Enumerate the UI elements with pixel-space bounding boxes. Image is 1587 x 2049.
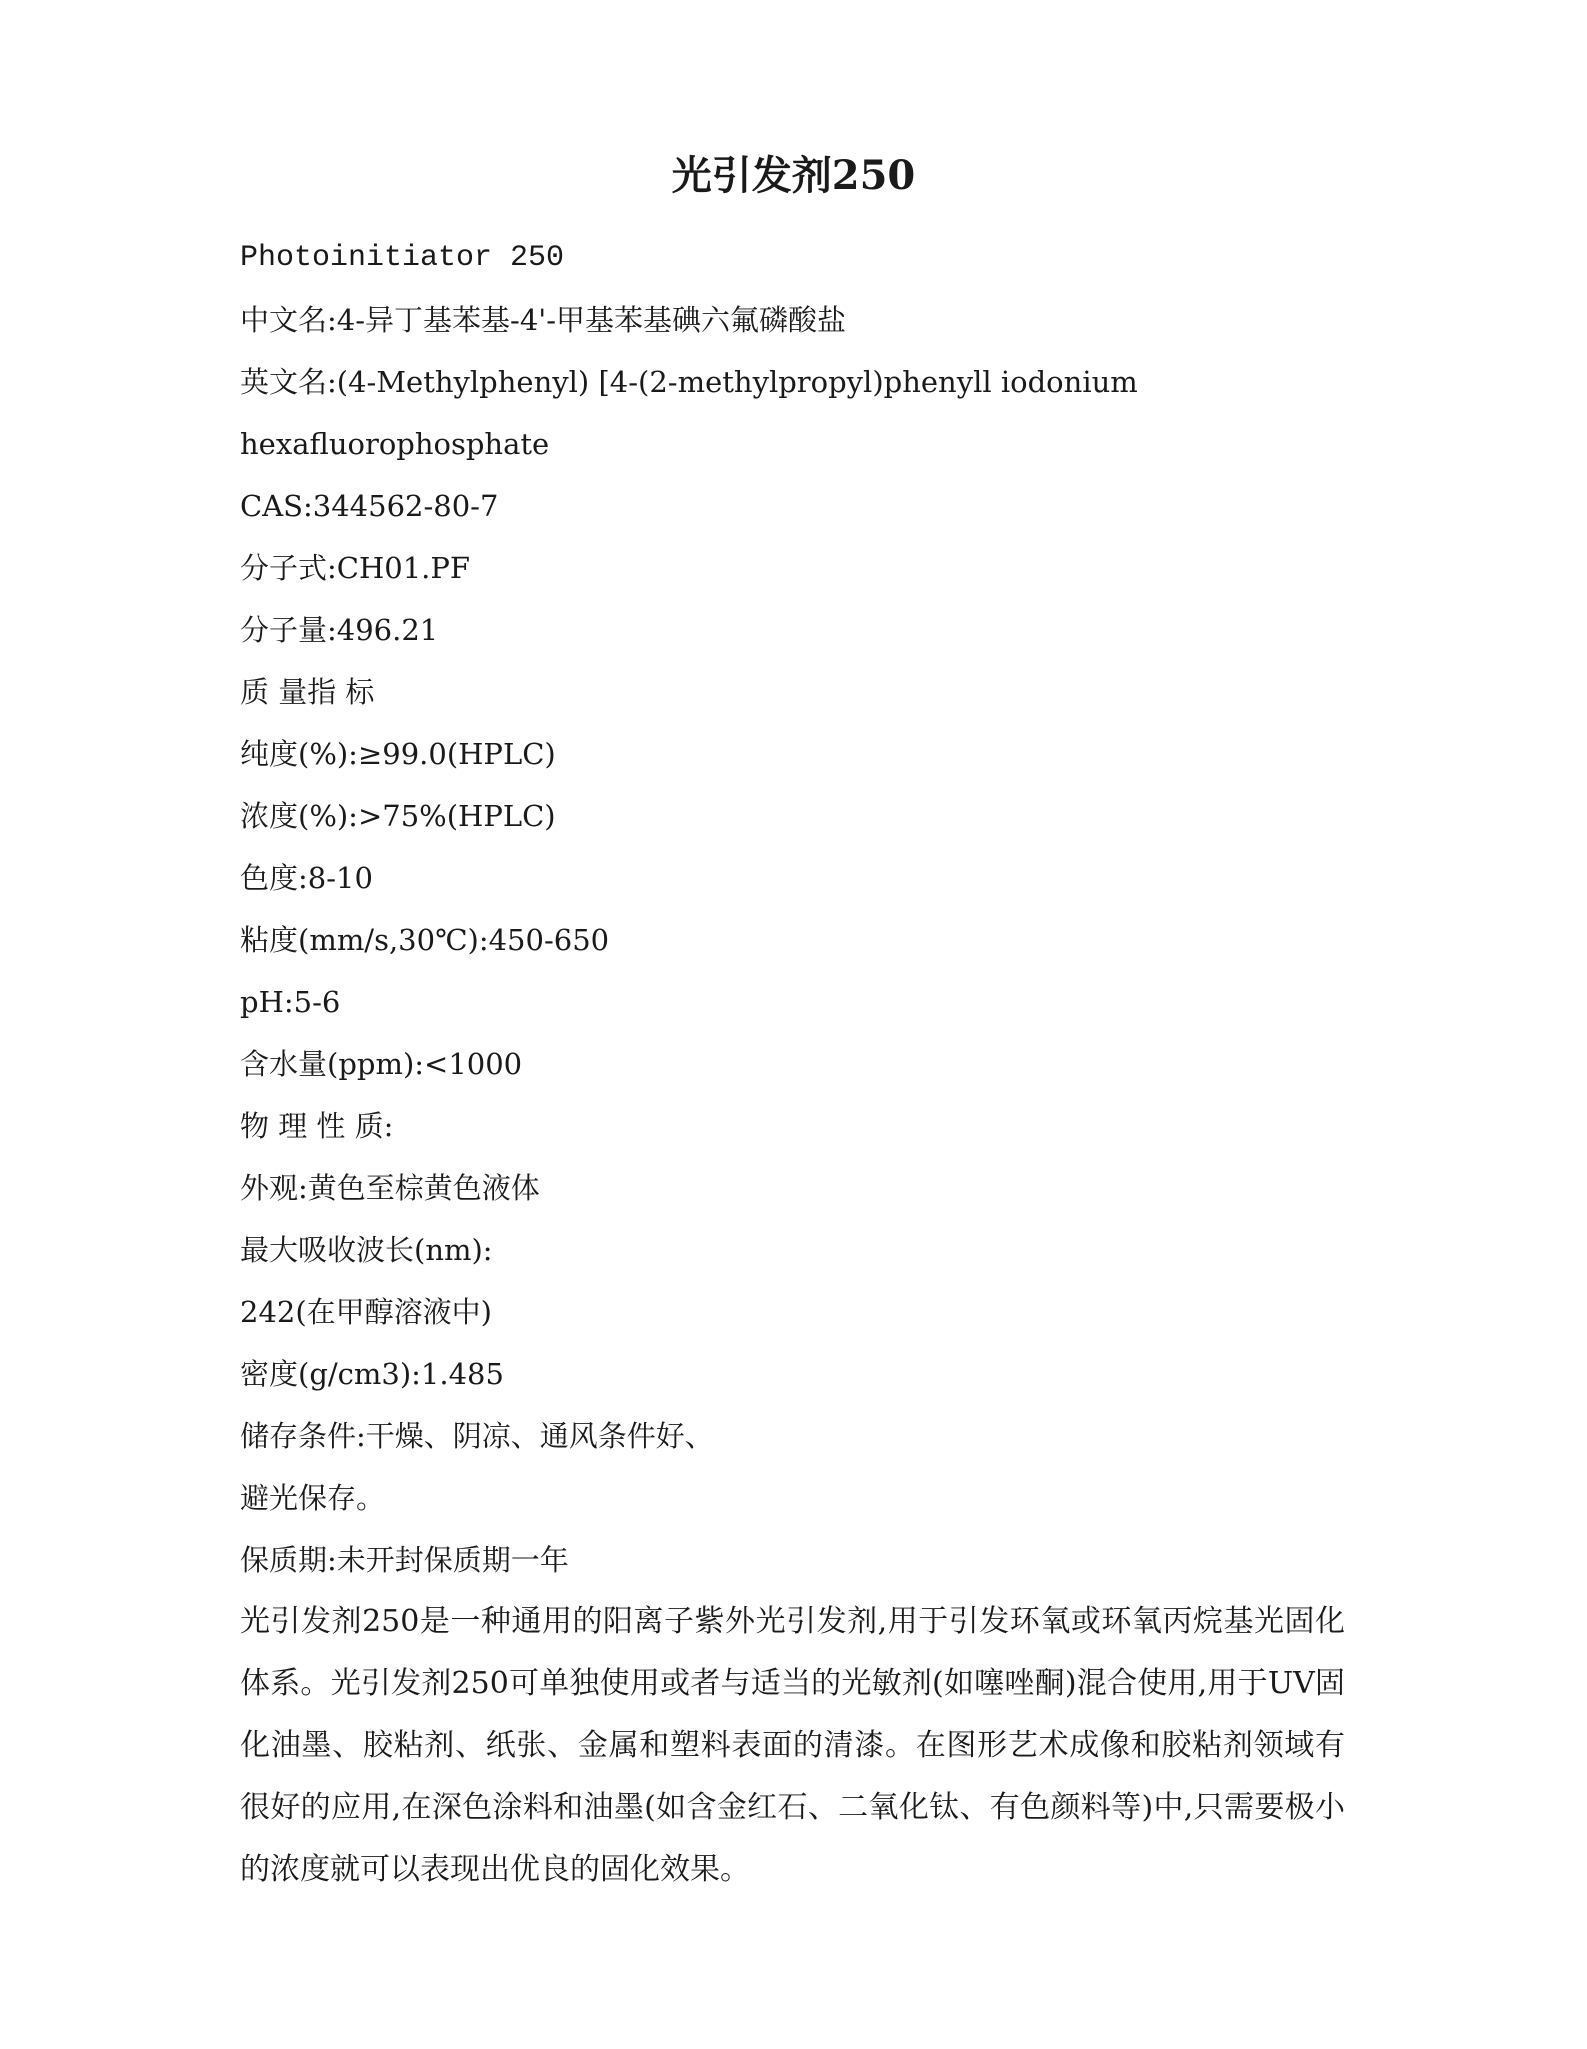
document-title: 光引发剂250 (671, 152, 916, 199)
purity: 纯度(%):≥99.0(HPLC) (240, 737, 556, 771)
quality-heading: 质 量指 标 (240, 675, 375, 709)
color-index: 色度:8-10 (240, 861, 373, 895)
molecular-formula: 分子式:CH01.PF (240, 551, 471, 585)
ph-value: pH:5-6 (240, 985, 341, 1019)
molecular-weight: 分子量:496.21 (240, 613, 439, 647)
shelf-life: 保质期:未开封保质期一年 (240, 1543, 569, 1577)
english-name-line-1: 英文名:(4-Methylphenyl) [4-(2-methylpropyl)phenyll iodonium (240, 365, 1138, 399)
water-content: 含水量(ppm):<1000 (240, 1047, 523, 1081)
appearance: 外观:黄色至棕黄色液体 (240, 1171, 540, 1205)
chinese-name: 中文名:4-异丁基苯基-4'-甲基苯基碘六氟磷酸盐 (240, 303, 847, 337)
description-paragraph: 光引发剂250是一种通用的阳离子紫外光引发剂,用于引发环氧或环氧丙烷基光固化体系。光引发剂250可单独使用或者与适当的光敏剂(如噻唑酮)混合使用,用于UV固化油墨、胶粘剂、纸张、金属和塑料表面的清漆。在图形艺术成像和胶粘剂领域有很好的应用,在深色涂料和油墨(如含金红石、二氧化钛、有色颜料等)中,只需要极小的浓度就可以表现出优良的固化效果。 (240, 1604, 1345, 1887)
english-name-line-2: hexafluorophosphate (240, 427, 550, 461)
document-content (240, 227, 1360, 1901)
viscosity: 粘度(mm/s,30℃):450-650 (240, 923, 610, 957)
cas-number: CAS:344562-80-7 (240, 489, 499, 523)
storage-conditions-line-2: 避光保存。 (240, 1481, 386, 1515)
physical-heading: 物 理 性 质: (240, 1109, 394, 1143)
concentration: 浓度(%):>75%(HPLC) (240, 799, 556, 833)
storage-conditions-line-1: 储存条件:干燥、阴凉、通风条件好、 (240, 1419, 714, 1453)
max-absorption-value: 242(在甲醇溶液中) (240, 1295, 492, 1329)
max-absorption-label: 最大吸收波长(nm): (240, 1233, 493, 1267)
density: 密度(g/cm3):1.485 (240, 1357, 504, 1391)
english-product-name: Photoinitiator 250 (240, 241, 565, 275)
